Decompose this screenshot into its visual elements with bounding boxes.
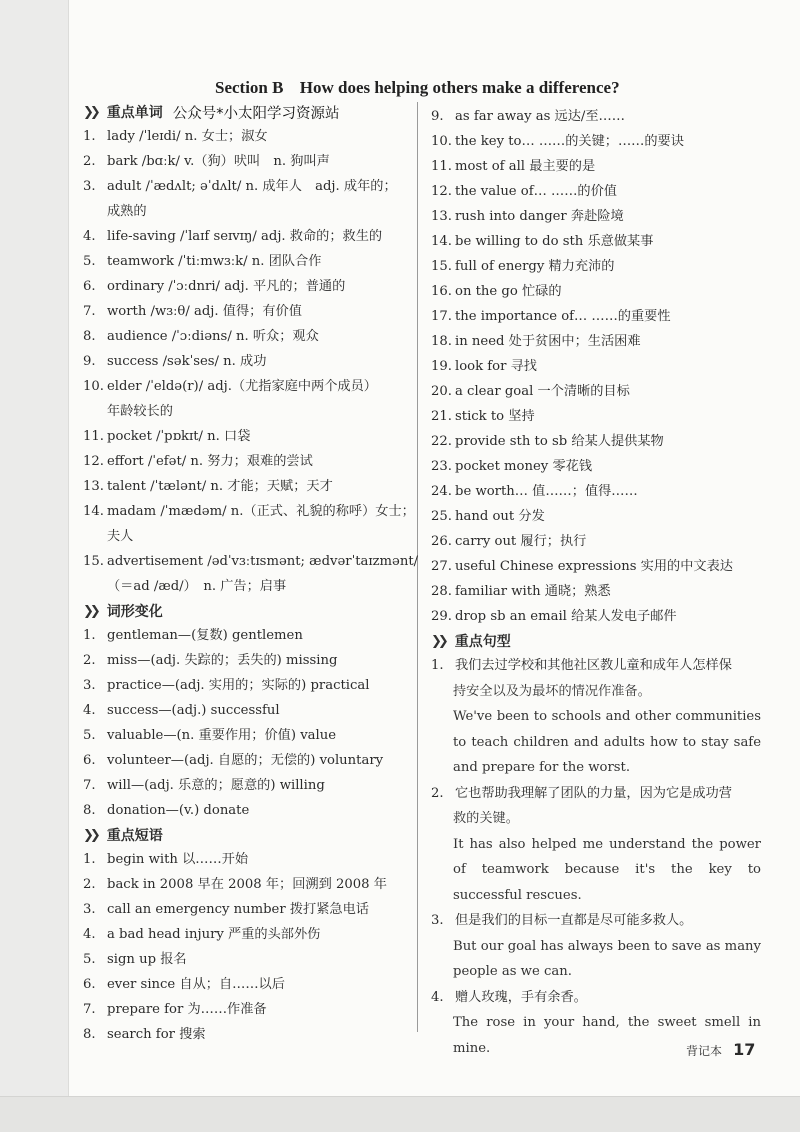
vocab-heading [83,100,413,124]
item-text: useful Chinese expressions 实用的中文表达 [455,559,733,574]
item-text-continued: 成熟的 [107,204,147,219]
item-number: 9. [83,354,96,369]
item-text: back in 2008 早在 2008 年；回溯到 2008 年 [107,877,387,892]
item-text: gentleman—(复数) gentlemen [107,628,303,643]
vocab-item [83,474,413,499]
item-number: 20. [431,384,452,399]
phrase-item [431,179,761,204]
item-number: 7. [83,778,96,793]
item-number: 13. [83,479,104,494]
item-text: begin with 以……开始 [107,852,249,867]
sentence-chinese-continued: 救的关键。 [453,811,519,826]
item-number: 7. [83,304,96,319]
item-text: most of all 最主要的是 [455,159,596,174]
item-text: donation—(v.) donate [107,803,250,818]
item-number: 24. [431,484,452,499]
item-text: a bad head injury 严重的头部外伤 [107,927,321,942]
vocab-heading-text: 重点单词 [106,105,163,121]
page-footer [686,1040,755,1059]
phrase-item [431,429,761,454]
item-text: life-saving /ˈlaɪf seɪvɪŋ/ adj. 救命的；救生的 [107,229,383,244]
item-text: pocket /ˈpɒkɪt/ n. 口袋 [107,429,251,444]
item-text: bark /bɑːk/ v.（狗）吠叫 n. 狗叫声 [107,154,330,169]
phrase-item [83,847,413,872]
item-text: the key to… ……的关键；……的要诀 [455,134,684,149]
item-text: worth /wɜːθ/ adj. 值得；有价值 [107,304,302,319]
item-text: sign up 报名 [107,952,187,967]
page-title [215,78,620,98]
vocab-item [83,424,413,449]
item-text: ever since 自从；自……以后 [107,977,285,992]
item-number: 28. [431,584,452,599]
item-number: 14. [431,234,452,249]
forms-heading [83,599,413,623]
item-number: 1. [83,852,96,867]
phrase-item [431,354,761,379]
item-number: 21. [431,409,452,424]
sentence-body [455,653,761,679]
item-number: 16. [431,284,452,299]
item-text: be willing to do sth 乐意做某事 [455,234,654,249]
vocab-item [83,299,413,324]
vocab-item [83,374,413,399]
item-number: 29. [431,609,452,624]
item-text: prepare for 为……作准备 [107,1002,267,1017]
phrases-heading-text: 重点短语 [106,828,163,844]
sentence-chinese: 赠人玫瑰，手有余香。 [455,989,587,1005]
item-number: 12. [83,454,104,469]
item-number: 23. [431,459,452,474]
item-text-continued: （＝ad /æd/） n. 广告；启事 [107,579,287,594]
form-item [83,623,413,648]
sentence-english: The rose in your hand, the sweet smell in mine. [453,1015,761,1056]
phrase-item [431,579,761,604]
item-text: provide sth to sb 给某人提供某物 [455,434,664,449]
sentence-item [431,653,761,679]
phrase-item [83,872,413,897]
phrase-item [431,204,761,229]
form-item [83,648,413,673]
item-number: 8. [83,803,96,818]
section-question: How does helping others make a difference? [299,78,620,97]
item-text: familiar with 通晓；熟悉 [455,584,611,599]
item-number: 10. [83,379,104,394]
double-chevron-icon: ❯❯ [83,827,97,843]
item-number: 1. [83,628,96,643]
item-text: success—(adj.) successful [107,703,280,718]
phrase-item [431,129,761,154]
phrase-item [431,504,761,529]
sentence-chinese: 但是我们的目标一直都是尽可能多救人。 [455,913,693,928]
item-text: look for 寻找 [455,359,537,374]
item-text: on the go 忙碌的 [455,284,562,299]
phrase-item [431,554,761,579]
item-text: be worth… 值……；值得…… [455,484,638,499]
phrase-item [431,479,761,504]
item-number: 17. [431,309,452,324]
item-number: 2. [83,653,96,668]
item-text: elder /ˈeldə(r)/ adj.（尤指家庭中两个成员） [107,379,377,394]
item-text: effort /ˈefət/ n. 努力；艰难的尝试 [107,454,313,469]
item-text-continued: 年龄较长的 [107,404,173,419]
phrase-item [431,154,761,179]
item-number: 11. [431,159,452,174]
item-text: the importance of… ……的重要性 [455,309,671,324]
sentence-item [431,781,761,807]
phrase-item [83,897,413,922]
item-text: will—(adj. 乐意的；愿意的) willing [107,778,325,793]
item-number: 6. [83,977,96,992]
item-number: 4. [83,927,96,942]
item-text: lady /ˈleɪdi/ n. 女士；淑女 [107,129,268,144]
sentences-list [431,653,761,1061]
vocab-item [83,174,413,199]
vocab-item [83,324,413,349]
phrases-list-continued [431,104,761,629]
item-number: 5. [83,254,96,269]
item-number: 4. [83,703,96,718]
phrase-item [83,997,413,1022]
form-item [83,698,413,723]
item-text: adult /ˈædʌlt; əˈdʌlt/ n. 成年人 adj. 成年的； [107,179,397,194]
sentence-item [431,985,761,1011]
item-text: ordinary /ˈɔːdnri/ adj. 平凡的；普通的 [107,279,346,294]
item-number: 4. [83,229,96,244]
phrase-item [431,604,761,629]
item-number: 15. [83,554,104,569]
phrase-item [83,947,413,972]
item-number: 6. [83,279,96,294]
item-number: 5. [83,952,96,967]
item-number: 27. [431,559,452,574]
vocab-item [83,224,413,249]
item-text: call an emergency number 拨打紧急电话 [107,902,369,917]
item-text: success /səkˈses/ n. 成功 [107,354,267,369]
phrase-item [431,379,761,404]
vocab-item [83,549,419,574]
item-number: 25. [431,509,452,524]
sentence-chinese: 我们去过学校和其他社区教儿童和成年人怎样保 [455,658,732,673]
item-text: talent /ˈtælənt/ n. 才能；天赋；天才 [107,479,333,494]
sentence-english: But our goal has always been to save as many people as we can. [453,938,761,979]
item-number: 1. [83,129,96,144]
phrase-item [431,229,761,254]
footer-label: 背记本 [686,1044,723,1058]
item-number: 3. [83,678,96,693]
form-item [83,748,413,773]
item-text: practice—(adj. 实用的；实际的) practical [107,678,370,693]
item-number: 12. [431,184,452,199]
item-number: 7. [83,1002,96,1017]
item-number: 3. [431,913,444,928]
right-column [431,104,761,1061]
item-number: 22. [431,434,452,449]
section-label: Section B [215,78,284,97]
item-text: search for 搜索 [107,1027,206,1042]
form-item [83,773,413,798]
item-number: 8. [83,329,96,344]
phrase-item [431,304,761,329]
form-item [83,798,413,823]
vocab-item [83,274,413,299]
item-number: 26. [431,534,452,549]
item-number: 9. [431,109,444,124]
item-text: miss—(adj. 失踪的；丢失的) missing [107,653,338,668]
phrases-heading [83,823,413,847]
item-text: pocket money 零花钱 [455,459,593,474]
watermark: 公众号*小太阳学习资源站 [172,105,340,122]
vocab-item [83,499,413,524]
sentence-chinese-continued: 持安全以及为最坏的情况作准备。 [453,683,651,699]
item-text: rush into danger 奔赴险境 [455,209,624,224]
left-column [83,100,419,1047]
item-text: volunteer—(adj. 自愿的；无偿的) voluntary [107,753,384,768]
phrase-item [431,329,761,354]
item-text: the value of… ……的价值 [455,184,617,199]
item-number: 2. [431,785,444,801]
sentences-heading-text: 重点句型 [454,634,511,650]
item-number: 6. [83,753,96,768]
double-chevron-icon: ❯❯ [83,603,97,619]
phrase-item [431,404,761,429]
sentence-english: It has also helped me understand the power of teamwork because it's the key to successful rescues. [453,836,761,903]
item-number: 4. [431,989,444,1005]
sentence-chinese: 它也帮助我理解了团队的力量，因为它是成功营 [455,785,732,801]
item-text: advertisement /ədˈvɜːtɪsmənt; ædvərˈtaɪzmənt/ [107,554,419,569]
item-number: 19. [431,359,452,374]
bottom-page-edge [0,1096,800,1132]
forms-heading-text: 词形变化 [106,604,163,620]
item-number: 11. [83,429,104,444]
item-text: full of energy 精力充沛的 [455,259,615,274]
vocab-item [83,124,413,149]
sentence-body [455,908,761,934]
forms-list [83,623,413,823]
phrase-item [83,922,413,947]
vocab-item [83,349,413,374]
vocab-item [83,249,413,274]
double-chevron-icon: ❯❯ [83,104,97,120]
phrase-item [83,972,413,997]
item-text: as far away as 远达/至…… [455,109,625,124]
item-text: madam /ˈmædəm/ n.（正式、礼貌的称呼）女士； [107,504,415,519]
item-text: hand out 分发 [455,509,545,524]
phrase-item [431,279,761,304]
item-number: 13. [431,209,452,224]
item-number: 10. [431,134,452,149]
item-number: 14. [83,504,104,519]
item-number: 2. [83,154,96,169]
vocab-item [83,449,413,474]
item-text: valuable—(n. 重要作用；价值) value [107,728,337,743]
item-number: 1. [431,658,444,673]
phrase-item [431,529,761,554]
sentence-item [431,908,761,934]
item-text: audience /ˈɔːdiəns/ n. 听众；观众 [107,329,319,344]
item-number: 8. [83,1027,96,1042]
sentence-body [455,985,761,1011]
item-text: drop sb an email 给某人发电子邮件 [455,609,677,624]
item-text: carry out 履行；执行 [455,534,587,549]
double-chevron-icon: ❯❯ [431,633,445,649]
item-text: stick to 坚持 [455,409,535,424]
phrase-item [83,1022,413,1047]
item-number: 3. [83,179,96,194]
phrase-item [431,454,761,479]
phrases-list [83,847,413,1047]
item-number: 15. [431,259,452,274]
sentences-heading [431,629,761,653]
form-item [83,673,413,698]
vocab-item [83,149,413,174]
item-text: a clear goal 一个清晰的目标 [455,384,630,399]
item-number: 2. [83,877,96,892]
vocab-list [83,124,419,599]
item-number: 5. [83,728,96,743]
item-text: in need 处于贫困中；生活困难 [455,334,641,349]
phrase-item [431,104,761,129]
form-item [83,723,413,748]
item-text-continued: 夫人 [107,529,134,544]
item-number: 3. [83,902,96,917]
sentence-english: We've been to schools and other communities to teach children and adults how to stay safe and prepare for the worst. [453,709,761,775]
phrase-item [431,254,761,279]
item-number: 18. [431,334,452,349]
item-text: teamwork /ˈtiːmwɜːk/ n. 团队合作 [107,254,322,269]
page-number: 17 [733,1040,756,1059]
sentence-body [455,781,761,807]
